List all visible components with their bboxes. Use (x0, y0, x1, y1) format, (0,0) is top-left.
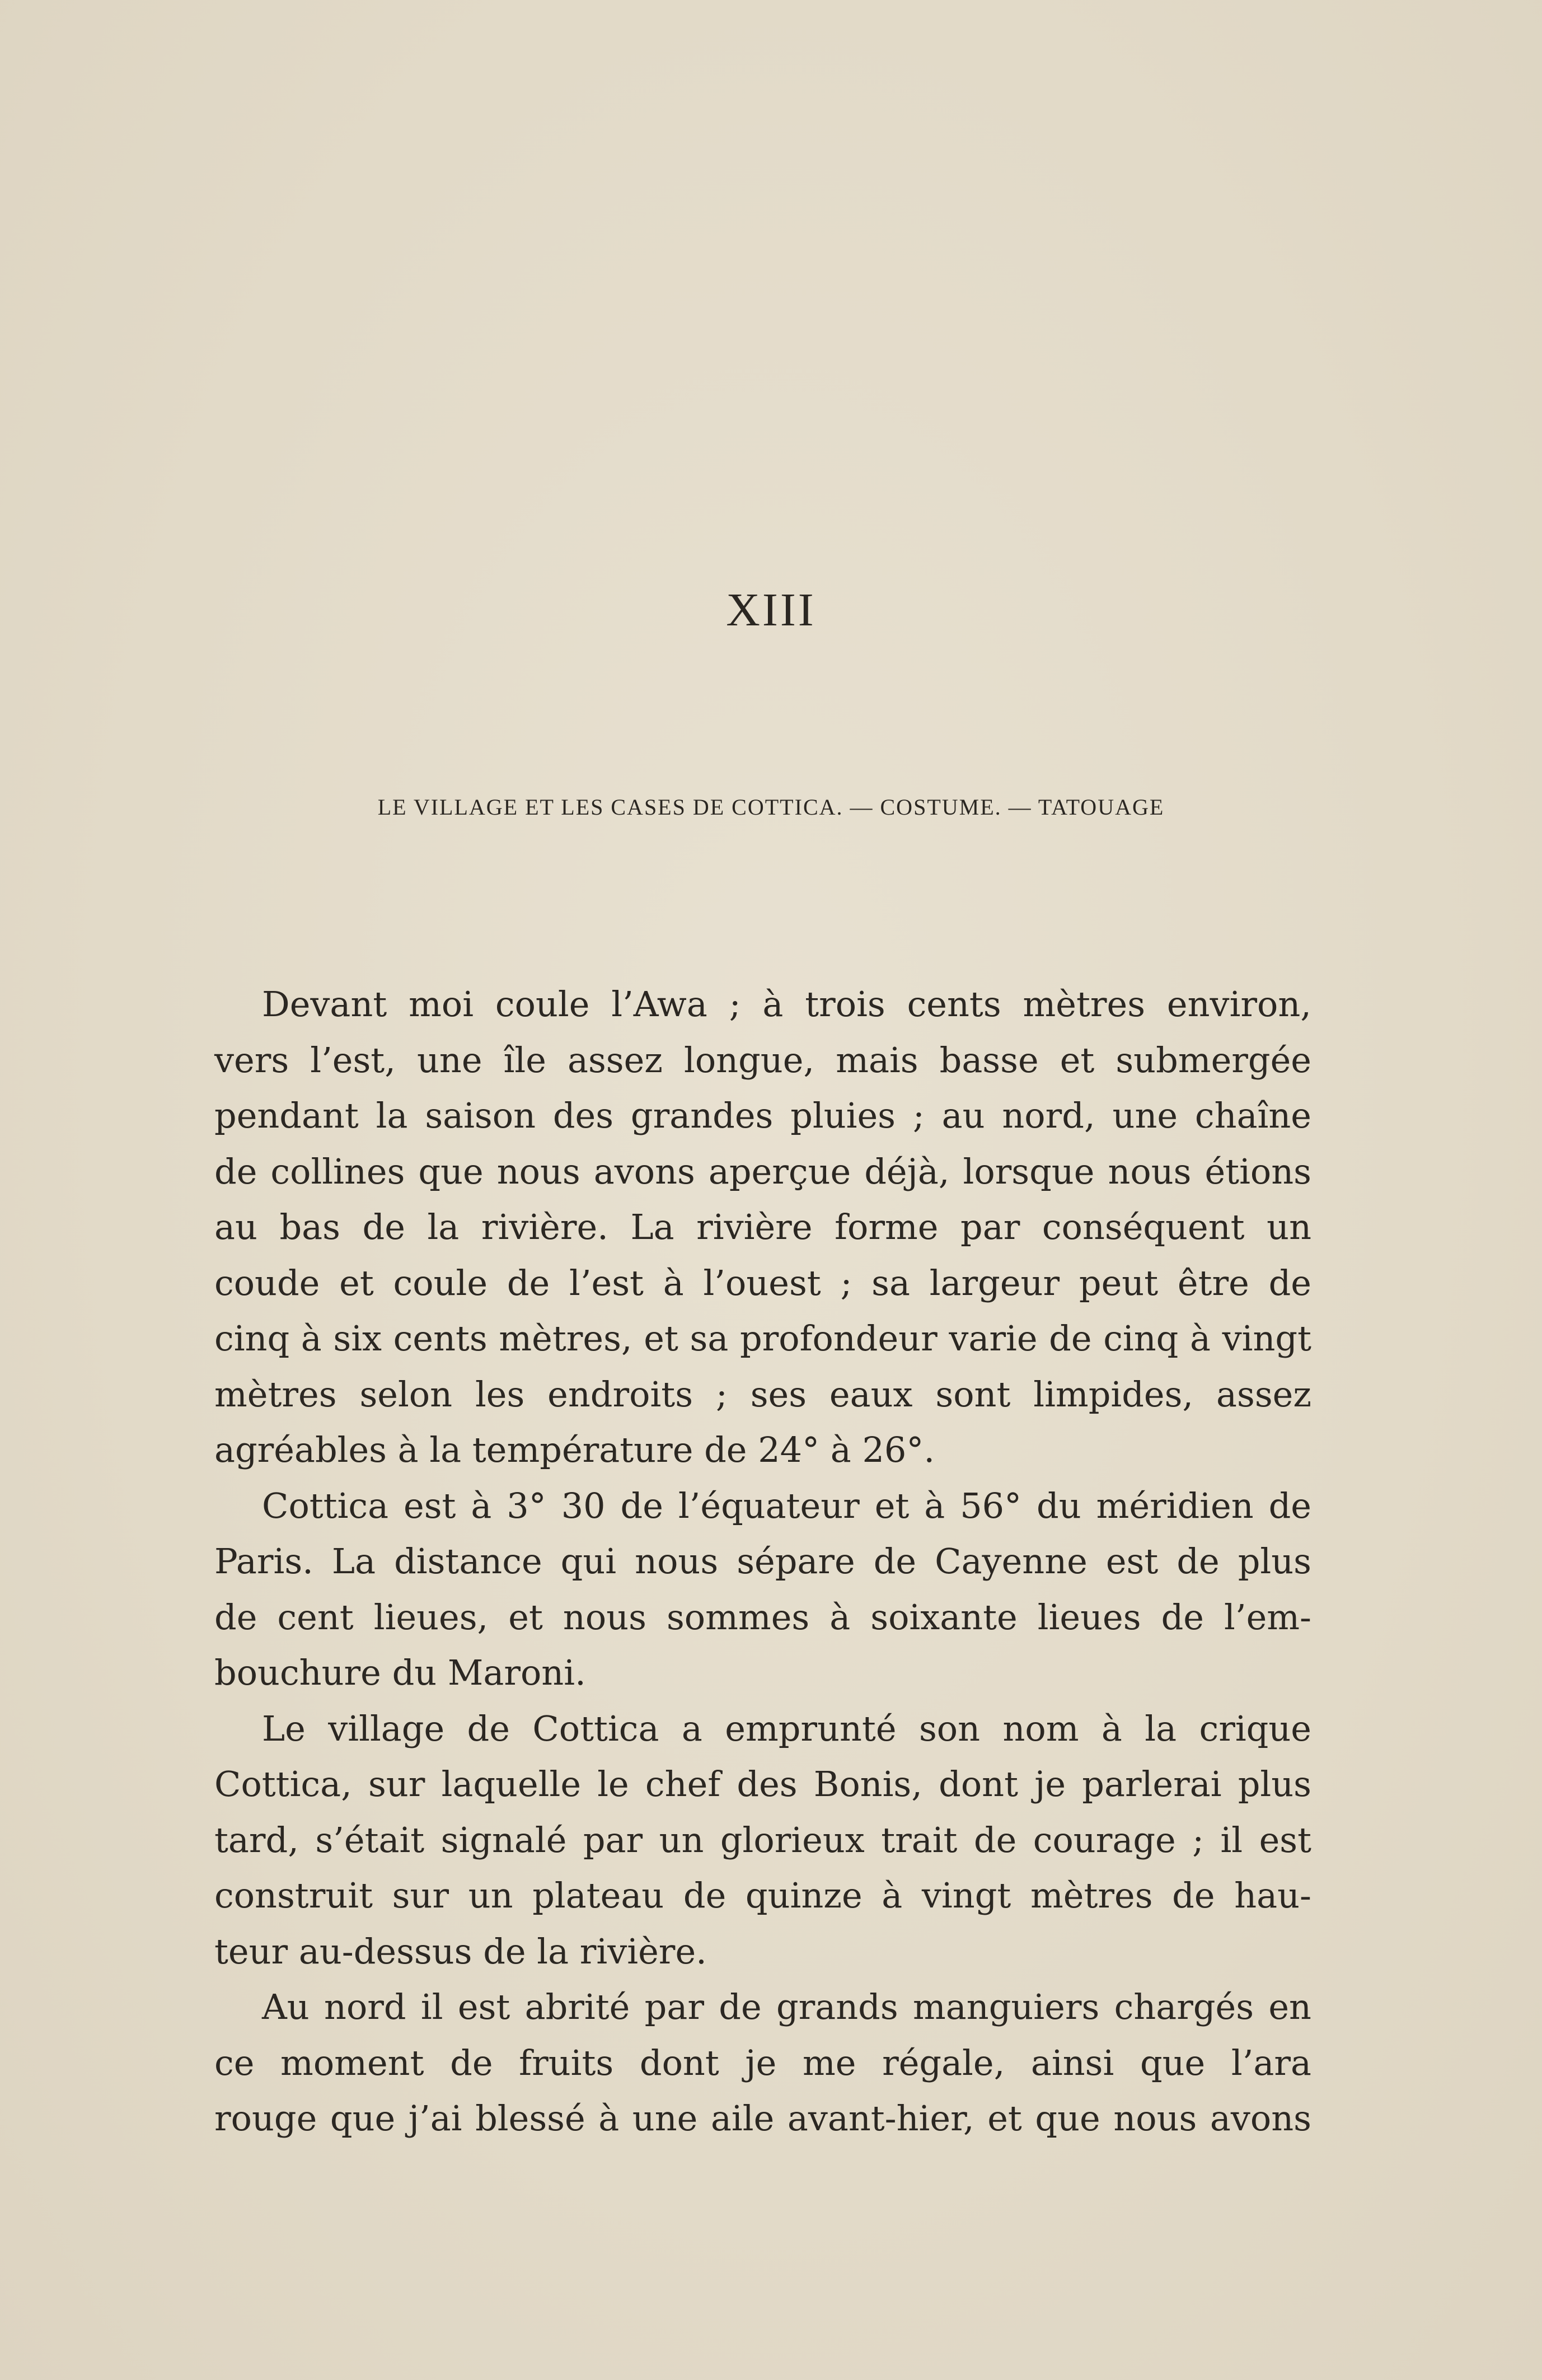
paragraph-line: Cottica est à 3° 30 de l’équateur et à 56° du méridien de (262, 1485, 1311, 1526)
paragraph-line: construit sur un plateau de quinze à vingt mètres de hau- (214, 1875, 1311, 1916)
paragraph-line: mètres selon les endroits ; ses eaux sont limpides, assez (214, 1373, 1311, 1415)
paragraph-line: Devant moi coule l’Awa ; à trois cents mètres environ, (262, 984, 1311, 1025)
paragraph-line: pendant la saison des grandes pluies ; au nord, une chaîne (214, 1095, 1311, 1136)
paragraph-line: de cent lieues, et nous sommes à soixante lieues de l’em- (214, 1596, 1311, 1638)
paragraph-line: agréables à la température de 24° à 26°. (214, 1429, 935, 1470)
chapter-subtitle: LE VILLAGE ET LES CASES DE COTTICA. — COSTUME. — TATOUAGE (377, 794, 1165, 820)
paragraph-line: coude et coule de l’est à l’ouest ; sa largeur peut être de (214, 1262, 1311, 1303)
paragraph-line: ce moment de fruits dont je me régale, ainsi que l’ara (214, 2042, 1311, 2083)
paragraph-line: Paris. La distance qui nous sépare de Cayenne est de plus (214, 1541, 1311, 1582)
paragraph-line: Cottica, sur laquelle le chef des Bonis, dont je parlerai plus (214, 1764, 1311, 1804)
chapter-number: XIII (726, 584, 816, 636)
paragraph-line: bouchure du Maroni. (214, 1652, 586, 1693)
paragraph-line: rouge que j’ai blessé à une aile avant-hier, et que nous avons (214, 2098, 1311, 2139)
paragraph-line: vers l’est, une île assez longue, mais basse et submergée (214, 1039, 1311, 1081)
paragraph-line: cinq à six cents mètres, et sa profondeur varie de cinq à vingt (214, 1318, 1311, 1359)
paragraph-line: tard, s’était signalé par un glorieux trait de courage ; il est (214, 1819, 1311, 1860)
paragraph-line: de collines que nous avons aperçue déjà, lorsque nous étions (214, 1151, 1311, 1192)
paragraph-line: teur au-dessus de la rivière. (214, 1930, 707, 1972)
body-text (214, 976, 1311, 2147)
paragraph-line: Au nord il est abrité par de grands manguiers chargés en (262, 1986, 1311, 2027)
paragraph-line: Le village de Cottica a emprunté son nom à la crique (262, 1708, 1311, 1749)
paragraph-line: au bas de la rivière. La rivière forme par conséquent un (214, 1207, 1311, 1247)
